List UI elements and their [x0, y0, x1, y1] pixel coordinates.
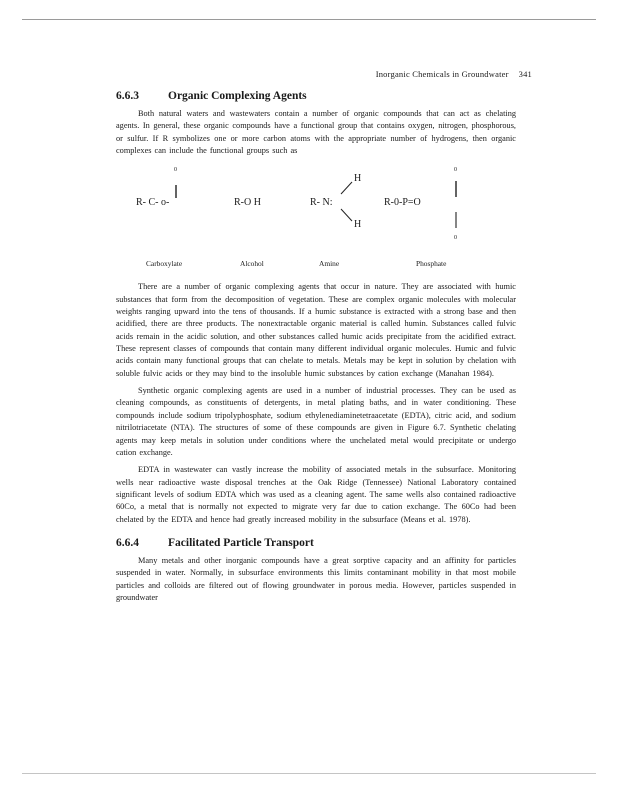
- amine-upper-bond: [341, 182, 352, 194]
- amine-h-top: H: [354, 173, 362, 185]
- bottom-rule: [22, 773, 596, 774]
- page-number: 341: [518, 69, 532, 79]
- paragraph-particle-transport: Many metals and other inorganic compounds have a great sorptive capacity and an affinity for particles suspended in water. Normally, in subsurface environments this limits contaminant mobility in that most mobile particles and colloids are filtered out of flowing groundwater in porous media. However, particles suspended in groundwater: [116, 555, 516, 602]
- section-heading-6-6-4: [116, 537, 516, 549]
- caption-alcohol: Alcohol: [240, 259, 264, 269]
- bond-lines: [116, 167, 516, 267]
- section-heading-6-6-3: [116, 90, 516, 102]
- section-title: Organic Complexing Agents: [168, 90, 307, 102]
- phosphate-oxygen-top: 0: [454, 167, 457, 174]
- caption-phosphate: Phosphate: [416, 259, 447, 269]
- page-body: [116, 90, 516, 609]
- intro-paragraph: Both natural waters and wastewaters contain a number of organic compounds that can act as chelating agents. In general, these organic compounds have a functional group that contains oxygen, nitrogen, phosphorous, or sulfur. If R symbolizes one or more carbon atoms with the appropriate number of hydrogens, then organic complexes can include the functional groups such as: [116, 109, 516, 156]
- caption-amine: Amine: [319, 259, 340, 269]
- running-header: [376, 69, 532, 79]
- paragraph-edta: EDTA in wastewater can vastly increase the mobility of associated metals in the subsurface. Monitoring wells near radioactive waste disposal trenches at the Oak Ridge (Tennessee) National Laboratory contained significant levels of sodium EDTA which was used as a cleaning agent. The same wells also contained radioactive 60Co, a metal that is normally not expected to migrate very far due to cation exchange. The 60Co had been chelated by the EDTA and hence had greatly increased mobility in the subsurface (Means et al. 1978).: [116, 465, 516, 524]
- functional-groups-figure: [116, 167, 516, 269]
- amine-h-bottom: H: [354, 219, 362, 231]
- section-number: 6.6.3: [116, 90, 139, 102]
- alcohol-formula: R-O H: [234, 197, 261, 209]
- section-title: Facilitated Particle Transport: [168, 536, 314, 549]
- phosphate-formula: R-0-P=O: [384, 197, 421, 209]
- paragraph-humic-substances: There are a number of organic complexing agents that occur in nature. They are associated with humic substances that form from the decomposition of vegetation. These are complex organic molecules with molecular weights ranging upward into the tens of thousands. If a humic substance is extracted with a strong base and then acidified, there are three products. The nonextractable organic material is called humin. Substances called fulvic acids remain in the acidic solution, and other substances called humic acids precipitate from the acidified extract. These represent classes of compounds that contain many different individual organic molecules. Humic and fulvic acids contain many functional groups that can chelate to metals. Metals may be kept in solution by chelation with soluble fulvic acids or they may bind to the insoluble humic substances by cation exchange (Manahan 1984).: [116, 282, 516, 378]
- paragraph-synthetic-agents: Synthetic organic complexing agents are used in a number of industrial processes. They can be used as cleaning compounds, as constituents of detergents, in metal plating baths, and in water conditioning. These compounds include sodium tripolyphosphate, sodium ethylenediaminetetraacetate (EDTA), citric acid, and sodium nitrilotriacetate (NTA). The structures of some of these compounds are given in Figure 6.7. Synthetic chelating agents may keep metals in solution under conditions where the unchelated metal would precipitate or undergo cation exchange.: [116, 386, 516, 457]
- running-title: Inorganic Chemicals in Groundwater: [375, 69, 509, 79]
- carboxylate-oxygen: 0: [174, 167, 177, 174]
- amine-formula: R- N:: [310, 197, 333, 209]
- caption-carboxylate: Carboxylate: [146, 259, 183, 269]
- carboxylate-formula: R- C- o-: [136, 197, 170, 209]
- phosphate-oxygen-bottom: 0: [454, 235, 457, 242]
- amine-lower-bond: [341, 209, 352, 221]
- section-number: 6.6.4: [116, 536, 139, 549]
- top-rule: [22, 19, 596, 20]
